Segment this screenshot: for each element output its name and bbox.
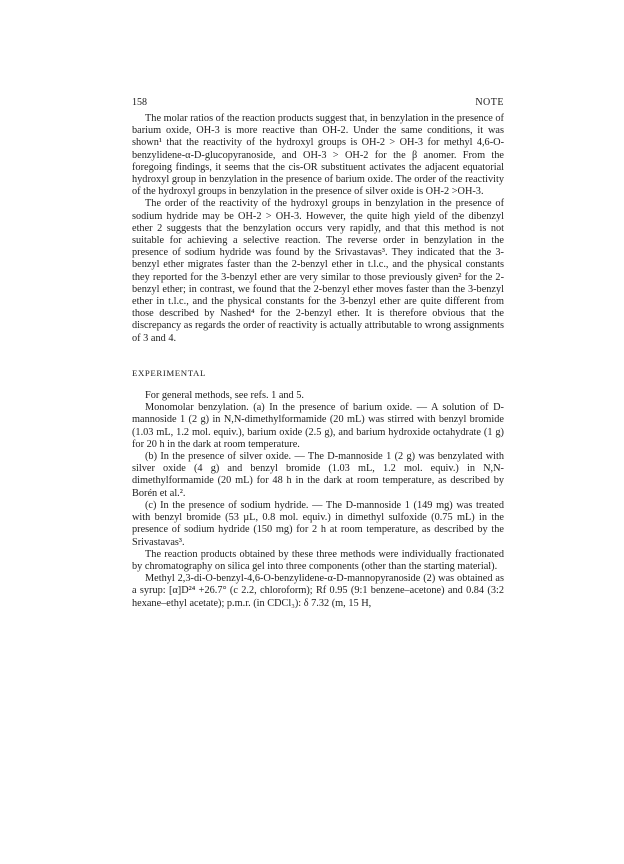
paragraph: (c) In the presence of sodium hydride. — The D-mannoside 1 (149 mg) was treated with benzyl bromide (53 µL, 0.8 mol. equiv.) in dimethyl sulfoxide (0.75 mL) in the presence of sodium hydride (150 mg) for 2 h at room temperature, as described by the Srivastavas³. bbox=[132, 499, 504, 548]
paragraph: Monomolar benzylation. (a) In the presence of barium oxide. — A solution of D-mannoside 1 (2 g) in N,N-dimethylformamide (20 mL) was stirred with benzyl bromide (1.03 mL, 1.2 mol. equiv.), barium oxide (2.5 g), and barium hydroxide octahydrate (1 g) for 20 h in the dark at room temperature. bbox=[132, 402, 504, 450]
paragraph: (b) In the presence of silver oxide. — The D-mannoside 1 (2 g) was benzylated with silver oxide (4 g) and benzyl bromide (1.03 mL, 1.2 mol. equiv.) in N,N-dimethylformamide (20 mL) for 48 h in the dark at room temperature, as described by Borén et al.². bbox=[132, 451, 504, 499]
running-head: NOTE bbox=[475, 97, 504, 108]
section-heading: EXPERIMENTAL bbox=[132, 367, 206, 378]
article-body bbox=[132, 113, 504, 610]
page-number: 158 bbox=[132, 97, 147, 108]
paragraph: The order of the reactivity of the hydroxyl groups in benzylation in the presence of sodium hydride may be OH-2 > OH-3. However, the quite high yield of the dibenzyl ether 2 suggests that the benzylation occurs very rapidly, and that this method is not suitable for achieving a selective reaction. The reverse order in benzylation in the presence of sodium hydride was found by the Srivastavas³. They indicated that the 3-benzyl ether migrates faster than the 2-benzyl ether in t.l.c., and the physical constants they reported for the 3-benzyl ether are very similar to those previously given² for the 2-benzyl ether; in contrast, we found that the 2-benzyl ether moves faster than the 3-benzyl ether in t.l.c., and the physical constants for the 3-benzyl ether are quite different from those described by Nashed⁴ for the 2-benzyl ether. It is therefore obvious that the discrepancy as regards the order of reactivity is actually attributable to wrong assignments of 3 and 4. bbox=[132, 198, 504, 344]
paragraph: The molar ratios of the reaction products suggest that, in benzylation in the presence of barium oxide, OH-3 is more reactive than OH-2. Under the same conditions, it was shown¹ that the reactivity of the hydroxyl groups is OH-2 > OH-3 for methyl 4,6-O-benzylidene-α-D-glucopyranoside, and OH-3 > OH-2 for the β anomer. From the foregoing findings, it seems that the cis-OR substituent activates the adjacent equatorial hydroxyl group in benzylation in the presence of barium oxide. The order of the reactivity of the hydroxyl groups in benzylation in the presence of silver oxide is OH-2 >OH-3. bbox=[132, 113, 504, 198]
paragraph: For general methods, see refs. 1 and 5. bbox=[145, 390, 304, 402]
paragraph: Methyl 2,3-di-O-benzyl-4,6-O-benzylidene-α-D-mannopyranoside (2) was obtained as a syrup: [α]D²⁴ +26.7° (c 2.2, chloroform); Rf 0.95 (9:1 benzene–acetone) and 0.84 (3:2 hexane–ethyl acetate); p.m.r. (in CDCl₃): δ 7.32 (m, 15 H, bbox=[132, 573, 504, 609]
paragraph: The reaction products obtained by these three methods were individually fractionated by chromatography on silica gel into three components (other than the starting material). bbox=[132, 548, 504, 572]
